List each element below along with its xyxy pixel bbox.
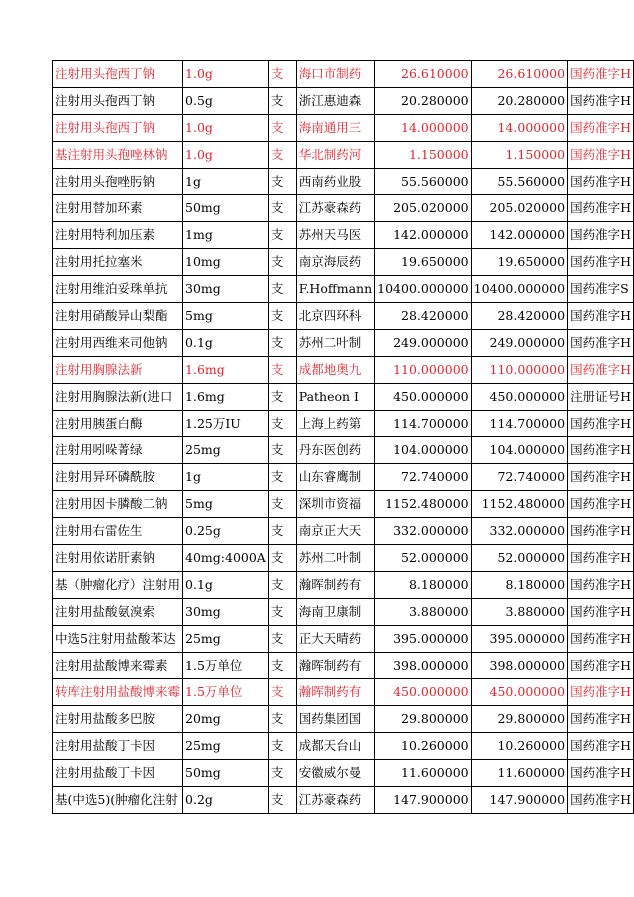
- drug-name-cell[interactable]: 注射用盐酸氨溴索: [53, 598, 183, 625]
- approval-number-cell[interactable]: 注册证号H: [568, 383, 634, 410]
- drug-name-cell[interactable]: 注射用胰蛋白酶: [53, 410, 183, 437]
- approval-number-cell[interactable]: 国药准字H: [568, 545, 634, 572]
- drug-name-cell[interactable]: 注射用头孢西丁钠: [53, 61, 183, 88]
- unit-cell[interactable]: 支: [268, 491, 296, 518]
- price-cell[interactable]: 1.150000: [375, 141, 471, 168]
- unit-cell[interactable]: 支: [268, 571, 296, 598]
- price-cell[interactable]: 19.650000: [375, 249, 471, 276]
- table-row[interactable]: [53, 464, 634, 491]
- drug-name-cell[interactable]: 注射用头孢唑肟钠: [53, 168, 183, 195]
- retail-price-cell[interactable]: 332.000000: [471, 518, 567, 545]
- price-cell[interactable]: 114.700000: [375, 410, 471, 437]
- drug-name-cell[interactable]: 基(中选5)(肿瘤化注射: [53, 787, 183, 814]
- manufacturer-cell[interactable]: 瀚晖制药有: [296, 652, 374, 679]
- retail-price-cell[interactable]: 114.700000: [471, 410, 567, 437]
- unit-cell[interactable]: 支: [268, 383, 296, 410]
- table-row[interactable]: [53, 598, 634, 625]
- manufacturer-cell[interactable]: 北京四环科: [296, 303, 374, 330]
- approval-number-cell[interactable]: 国药准字H: [568, 437, 634, 464]
- retail-price-cell[interactable]: 450.000000: [471, 679, 567, 706]
- manufacturer-cell[interactable]: 上海上药第: [296, 410, 374, 437]
- drug-name-cell[interactable]: 注射用依诺肝素钠: [53, 545, 183, 572]
- manufacturer-cell[interactable]: 华北制药河: [296, 141, 374, 168]
- unit-cell[interactable]: 支: [268, 356, 296, 383]
- price-cell[interactable]: 110.000000: [375, 356, 471, 383]
- table-body: [53, 61, 634, 814]
- approval-number-cell[interactable]: 国药准字H: [568, 87, 634, 114]
- spec-cell[interactable]: 25mg: [183, 625, 269, 652]
- spec-cell[interactable]: 50mg: [183, 195, 269, 222]
- price-cell[interactable]: 52.000000: [375, 545, 471, 572]
- table-row[interactable]: [53, 61, 634, 88]
- table-row[interactable]: [53, 518, 634, 545]
- table-row[interactable]: [53, 276, 634, 303]
- manufacturer-cell[interactable]: 正大天晴药: [296, 625, 374, 652]
- unit-cell[interactable]: 支: [268, 249, 296, 276]
- price-cell[interactable]: 72.740000: [375, 464, 471, 491]
- price-cell[interactable]: 20.280000: [375, 87, 471, 114]
- drug-name-cell[interactable]: 注射用异环磷酰胺: [53, 464, 183, 491]
- spec-cell[interactable]: 30mg: [183, 276, 269, 303]
- unit-cell[interactable]: 支: [268, 168, 296, 195]
- price-cell[interactable]: 450.000000: [375, 679, 471, 706]
- unit-cell[interactable]: 支: [268, 464, 296, 491]
- unit-cell[interactable]: 支: [268, 545, 296, 572]
- table-row[interactable]: [53, 491, 634, 518]
- drug-name-cell[interactable]: 注射用盐酸多巴胺: [53, 706, 183, 733]
- price-cell[interactable]: 249.000000: [375, 329, 471, 356]
- approval-number-cell[interactable]: 国药准字H: [568, 733, 634, 760]
- table-row[interactable]: [53, 303, 634, 330]
- manufacturer-cell[interactable]: 苏州二叶制: [296, 329, 374, 356]
- approval-number-cell[interactable]: 国药准字H: [568, 141, 634, 168]
- table-row[interactable]: [53, 249, 634, 276]
- table-row[interactable]: [53, 87, 634, 114]
- price-cell[interactable]: 28.420000: [375, 303, 471, 330]
- manufacturer-cell[interactable]: 海南通用三: [296, 114, 374, 141]
- manufacturer-cell[interactable]: 江苏豪森药: [296, 787, 374, 814]
- table-row[interactable]: [53, 652, 634, 679]
- manufacturer-cell[interactable]: 西南药业股: [296, 168, 374, 195]
- table-row[interactable]: [53, 114, 634, 141]
- retail-price-cell[interactable]: 29.800000: [471, 706, 567, 733]
- approval-number-cell[interactable]: 国药准字H: [568, 61, 634, 88]
- unit-cell[interactable]: 支: [268, 87, 296, 114]
- approval-number-cell[interactable]: 国药准字H: [568, 222, 634, 249]
- price-cell[interactable]: 10400.000000: [375, 276, 471, 303]
- retail-price-cell[interactable]: 72.740000: [471, 464, 567, 491]
- spec-cell[interactable]: 25mg: [183, 733, 269, 760]
- approval-number-cell[interactable]: 国药准字H: [568, 652, 634, 679]
- manufacturer-cell[interactable]: 南京海辰药: [296, 249, 374, 276]
- approval-number-cell[interactable]: 国药准字H: [568, 598, 634, 625]
- manufacturer-cell[interactable]: 成都地奥九: [296, 356, 374, 383]
- retail-price-cell[interactable]: 26.610000: [471, 61, 567, 88]
- approval-number-cell[interactable]: 国药准字H: [568, 329, 634, 356]
- approval-number-cell[interactable]: 国药准字H: [568, 303, 634, 330]
- unit-cell[interactable]: 支: [268, 61, 296, 88]
- spec-cell[interactable]: 5mg: [183, 491, 269, 518]
- manufacturer-cell[interactable]: 国药集团国: [296, 706, 374, 733]
- drug-name-cell[interactable]: 注射用替加环素: [53, 195, 183, 222]
- spec-cell[interactable]: 1g: [183, 168, 269, 195]
- table-row[interactable]: [53, 222, 634, 249]
- unit-cell[interactable]: 支: [268, 518, 296, 545]
- drug-name-cell[interactable]: 注射用西维来司他钠: [53, 329, 183, 356]
- drug-name-cell[interactable]: 基注射用头孢唑林钠: [53, 141, 183, 168]
- spec-cell[interactable]: 1.0g: [183, 114, 269, 141]
- drug-name-cell[interactable]: 注射用胸腺法新: [53, 356, 183, 383]
- approval-number-cell[interactable]: 国药准字H: [568, 787, 634, 814]
- spec-cell[interactable]: 0.5g: [183, 87, 269, 114]
- table-row[interactable]: [53, 195, 634, 222]
- unit-cell[interactable]: 支: [268, 195, 296, 222]
- spec-cell[interactable]: 5mg: [183, 303, 269, 330]
- approval-number-cell[interactable]: 国药准字H: [568, 249, 634, 276]
- price-cell[interactable]: 450.000000: [375, 383, 471, 410]
- price-cell[interactable]: 26.610000: [375, 61, 471, 88]
- spec-cell[interactable]: 0.25g: [183, 518, 269, 545]
- unit-cell[interactable]: 支: [268, 303, 296, 330]
- drug-name-cell[interactable]: 注射用头孢西丁钠: [53, 87, 183, 114]
- unit-cell[interactable]: 支: [268, 733, 296, 760]
- retail-price-cell[interactable]: 398.000000: [471, 652, 567, 679]
- retail-price-cell[interactable]: 10.260000: [471, 733, 567, 760]
- spec-cell[interactable]: 30mg: [183, 598, 269, 625]
- approval-number-cell[interactable]: 国药准字H: [568, 410, 634, 437]
- unit-cell[interactable]: 支: [268, 652, 296, 679]
- manufacturer-cell[interactable]: 苏州二叶制: [296, 545, 374, 572]
- drug-name-cell[interactable]: 注射用维泊妥珠单抗: [53, 276, 183, 303]
- manufacturer-cell[interactable]: 浙江惠迪森: [296, 87, 374, 114]
- spec-cell[interactable]: 1.25万IU: [183, 410, 269, 437]
- price-cell[interactable]: 395.000000: [375, 625, 471, 652]
- price-cell[interactable]: 332.000000: [375, 518, 471, 545]
- drug-name-cell[interactable]: 注射用硝酸异山梨酯: [53, 303, 183, 330]
- manufacturer-cell[interactable]: F.Hoffmann: [296, 276, 374, 303]
- drug-price-table: [52, 60, 634, 814]
- unit-cell[interactable]: 支: [268, 141, 296, 168]
- price-cell[interactable]: 142.000000: [375, 222, 471, 249]
- price-cell[interactable]: 147.900000: [375, 787, 471, 814]
- table-row[interactable]: [53, 410, 634, 437]
- retail-price-cell[interactable]: 1.150000: [471, 141, 567, 168]
- manufacturer-cell[interactable]: 瀚晖制药有: [296, 571, 374, 598]
- approval-number-cell[interactable]: 国药准字H: [568, 679, 634, 706]
- drug-name-cell[interactable]: 注射用特利加压素: [53, 222, 183, 249]
- price-cell[interactable]: 3.880000: [375, 598, 471, 625]
- manufacturer-cell[interactable]: 海口市制药: [296, 61, 374, 88]
- drug-name-cell[interactable]: 注射用头孢西丁钠: [53, 114, 183, 141]
- manufacturer-cell[interactable]: 瀚晖制药有: [296, 679, 374, 706]
- unit-cell[interactable]: 支: [268, 276, 296, 303]
- spec-cell[interactable]: 40mg:4000A: [183, 545, 269, 572]
- table-row[interactable]: [53, 760, 634, 787]
- manufacturer-cell[interactable]: 海南卫康制: [296, 598, 374, 625]
- drug-name-cell[interactable]: 转库注射用盐酸博来霉: [53, 679, 183, 706]
- drug-name-cell[interactable]: 注射用盐酸博来霉素: [53, 652, 183, 679]
- approval-number-cell[interactable]: 国药准字H: [568, 195, 634, 222]
- spec-cell[interactable]: 20mg: [183, 706, 269, 733]
- unit-cell[interactable]: 支: [268, 329, 296, 356]
- approval-number-cell[interactable]: 国药准字H: [568, 168, 634, 195]
- spec-cell[interactable]: 50mg: [183, 760, 269, 787]
- drug-name-cell[interactable]: 注射用盐酸丁卡因: [53, 733, 183, 760]
- drug-name-cell[interactable]: 注射用盐酸丁卡因: [53, 760, 183, 787]
- drug-name-cell[interactable]: 注射用因卡膦酸二钠: [53, 491, 183, 518]
- retail-price-cell[interactable]: 395.000000: [471, 625, 567, 652]
- drug-name-cell[interactable]: 中选5注射用盐酸苯达: [53, 625, 183, 652]
- price-cell[interactable]: 29.800000: [375, 706, 471, 733]
- approval-number-cell[interactable]: 国药准字H: [568, 518, 634, 545]
- retail-price-cell[interactable]: 205.020000: [471, 195, 567, 222]
- table-row[interactable]: [53, 168, 634, 195]
- manufacturer-cell[interactable]: 南京正大天: [296, 518, 374, 545]
- spec-cell[interactable]: 1.6mg: [183, 356, 269, 383]
- price-cell[interactable]: 11.600000: [375, 760, 471, 787]
- table-row[interactable]: [53, 625, 634, 652]
- table-row[interactable]: [53, 787, 634, 814]
- table-row[interactable]: [53, 141, 634, 168]
- spec-cell[interactable]: 0.1g: [183, 571, 269, 598]
- manufacturer-cell[interactable]: 成都天台山: [296, 733, 374, 760]
- retail-price-cell[interactable]: 14.000000: [471, 114, 567, 141]
- retail-price-cell[interactable]: 10400.000000: [471, 276, 567, 303]
- retail-price-cell[interactable]: 55.560000: [471, 168, 567, 195]
- retail-price-cell[interactable]: 249.000000: [471, 329, 567, 356]
- unit-cell[interactable]: 支: [268, 679, 296, 706]
- unit-cell[interactable]: 支: [268, 437, 296, 464]
- approval-number-cell[interactable]: 国药准字H: [568, 114, 634, 141]
- spec-cell[interactable]: 10mg: [183, 249, 269, 276]
- retail-price-cell[interactable]: 147.900000: [471, 787, 567, 814]
- retail-price-cell[interactable]: 3.880000: [471, 598, 567, 625]
- retail-price-cell[interactable]: 142.000000: [471, 222, 567, 249]
- approval-number-cell[interactable]: 国药准字H: [568, 491, 634, 518]
- approval-number-cell[interactable]: 国药准字H: [568, 464, 634, 491]
- manufacturer-cell[interactable]: 深圳市资福: [296, 491, 374, 518]
- approval-number-cell[interactable]: 国药准字H: [568, 706, 634, 733]
- price-cell[interactable]: 205.020000: [375, 195, 471, 222]
- table-row[interactable]: [53, 383, 634, 410]
- unit-cell[interactable]: 支: [268, 410, 296, 437]
- unit-cell[interactable]: 支: [268, 706, 296, 733]
- retail-price-cell[interactable]: 52.000000: [471, 545, 567, 572]
- table-row[interactable]: [53, 679, 634, 706]
- table-row[interactable]: [53, 437, 634, 464]
- table-row[interactable]: [53, 733, 634, 760]
- retail-price-cell[interactable]: 450.000000: [471, 383, 567, 410]
- drug-name-cell[interactable]: 注射用托拉塞米: [53, 249, 183, 276]
- approval-number-cell[interactable]: 国药准字H: [568, 625, 634, 652]
- unit-cell[interactable]: 支: [268, 598, 296, 625]
- spec-cell[interactable]: 1mg: [183, 222, 269, 249]
- spec-cell[interactable]: 1g: [183, 464, 269, 491]
- approval-number-cell[interactable]: 国药准字S: [568, 276, 634, 303]
- manufacturer-cell[interactable]: Patheon I: [296, 383, 374, 410]
- spec-cell[interactable]: 25mg: [183, 437, 269, 464]
- price-cell[interactable]: 104.000000: [375, 437, 471, 464]
- table-row[interactable]: [53, 571, 634, 598]
- table-row[interactable]: [53, 706, 634, 733]
- table-row[interactable]: [53, 329, 634, 356]
- table-row[interactable]: [53, 356, 634, 383]
- price-cell[interactable]: 10.260000: [375, 733, 471, 760]
- retail-price-cell[interactable]: 20.280000: [471, 87, 567, 114]
- manufacturer-cell[interactable]: 丹东医创药: [296, 437, 374, 464]
- spec-cell[interactable]: 1.6mg: [183, 383, 269, 410]
- manufacturer-cell[interactable]: 山东睿鹰制: [296, 464, 374, 491]
- approval-number-cell[interactable]: 国药准字H: [568, 356, 634, 383]
- retail-price-cell[interactable]: 1152.480000: [471, 491, 567, 518]
- retail-price-cell[interactable]: 11.600000: [471, 760, 567, 787]
- unit-cell[interactable]: 支: [268, 114, 296, 141]
- retail-price-cell[interactable]: 8.180000: [471, 571, 567, 598]
- manufacturer-cell[interactable]: 苏州天马医: [296, 222, 374, 249]
- drug-name-cell[interactable]: 注射用吲哚菁绿: [53, 437, 183, 464]
- spec-cell[interactable]: 1.5万单位: [183, 679, 269, 706]
- price-cell[interactable]: 14.000000: [375, 114, 471, 141]
- manufacturer-cell[interactable]: 安徽威尔曼: [296, 760, 374, 787]
- retail-price-cell[interactable]: 104.000000: [471, 437, 567, 464]
- spec-cell[interactable]: 0.2g: [183, 787, 269, 814]
- approval-number-cell[interactable]: 国药准字H: [568, 571, 634, 598]
- drug-name-cell[interactable]: 基（肿瘤化疗）注射用: [53, 571, 183, 598]
- price-cell[interactable]: 1152.480000: [375, 491, 471, 518]
- price-cell[interactable]: 398.000000: [375, 652, 471, 679]
- approval-number-cell[interactable]: 国药准字H: [568, 760, 634, 787]
- unit-cell[interactable]: 支: [268, 760, 296, 787]
- retail-price-cell[interactable]: 110.000000: [471, 356, 567, 383]
- retail-price-cell[interactable]: 19.650000: [471, 249, 567, 276]
- unit-cell[interactable]: 支: [268, 625, 296, 652]
- drug-name-cell[interactable]: 注射用右雷佐生: [53, 518, 183, 545]
- retail-price-cell[interactable]: 28.420000: [471, 303, 567, 330]
- spec-cell[interactable]: 1.0g: [183, 61, 269, 88]
- drug-name-cell[interactable]: 注射用胸腺法新(进口: [53, 383, 183, 410]
- spec-cell[interactable]: 1.0g: [183, 141, 269, 168]
- price-cell[interactable]: 55.560000: [375, 168, 471, 195]
- spec-cell[interactable]: 1.5万单位: [183, 652, 269, 679]
- unit-cell[interactable]: 支: [268, 222, 296, 249]
- price-cell[interactable]: 8.180000: [375, 571, 471, 598]
- manufacturer-cell[interactable]: 江苏豪森药: [296, 195, 374, 222]
- spec-cell[interactable]: 0.1g: [183, 329, 269, 356]
- unit-cell[interactable]: 支: [268, 787, 296, 814]
- table-row[interactable]: [53, 545, 634, 572]
